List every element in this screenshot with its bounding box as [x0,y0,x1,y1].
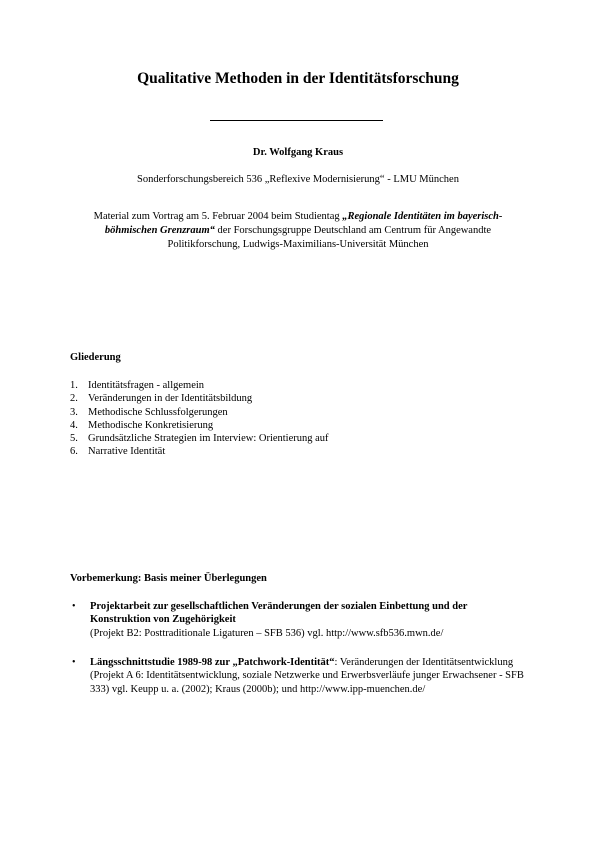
item-title: Längsschnittstudie 1989-98 zur „Patchwork-Identität“ [90,657,335,668]
list-item [70,656,530,696]
list-item [70,432,530,445]
event-name: „Regionale Identitäten im bayerisch-böhmischen Grenzraum“ [104,211,503,236]
bullet-icon: • [72,657,76,668]
item-number: 4. [70,419,78,431]
page-title: Qualitative Methoden in der Identitätsforschung [137,70,459,87]
item-number: 6. [70,446,78,458]
item-number: 5. [70,433,78,445]
list-item [70,445,530,458]
preliminary-list-2 [70,656,530,696]
outline-heading: Gliederung [70,352,121,363]
list-item [70,392,530,405]
author-name: Dr. Wolfgang Kraus [252,147,344,158]
item-detail: (Projekt B2: Posttraditionale Ligaturen – SFB 536) vgl. http://www.sfb536.mwn.de/ [90,627,444,639]
bullet-icon: • [72,601,76,612]
preliminary-heading: Vorbemerkung: Basis meiner Überlegungen [70,573,267,584]
title-divider [210,120,383,121]
item-text: Veränderungen in der Identitätsbildung [88,393,253,405]
preliminary-list [70,600,530,640]
item-number: 3. [70,406,78,418]
list-item [70,406,530,419]
outline-list [70,379,530,459]
item-text: Grundsätzliche Strategien im Interview: Orientierung auf [88,433,329,445]
item-text: Narrative Identität [88,446,166,458]
material-suffix: der Forschungsgruppe Deutschland am Centrum für Angewandte Politikforschung, Ludwigs-Maximilians-Universität München [167,224,492,250]
material-note [70,210,526,251]
item-text: Methodische Konkretisierung [88,419,214,431]
item-number: 1. [70,380,78,391]
item-number: 2. [70,393,78,405]
item-text: Methodische Schlussfolgerungen [88,406,228,418]
item-text: Identitätsfragen - allgemein [88,380,205,391]
item-title: Projektarbeit zur gesellschaftlichen Veränderungen der sozialen Einbettung und der Konstruktion von Zugehörigkeit [90,601,468,626]
list-item [70,600,530,640]
list-item [70,379,530,392]
list-item [70,419,530,432]
author-affiliation: Sonderforschungsbereich 536 „Reflexive Modernisierung“ - LMU München [137,174,459,185]
item-detail: : Veränderungen der Identitätsentwicklung (Projekt A 6: Identitätsentwicklung, soziale Netzwerke und Erwerbsverläufe junger Erwachsener - SFB 333) vgl. Keupp u. a. (2002); Kraus (2000b); und http://www.ipp-muenchen.de/ [90,657,524,695]
material-prefix: Material zum Vortrag am 5. Februar 2004 beim Studientag [93,211,343,222]
